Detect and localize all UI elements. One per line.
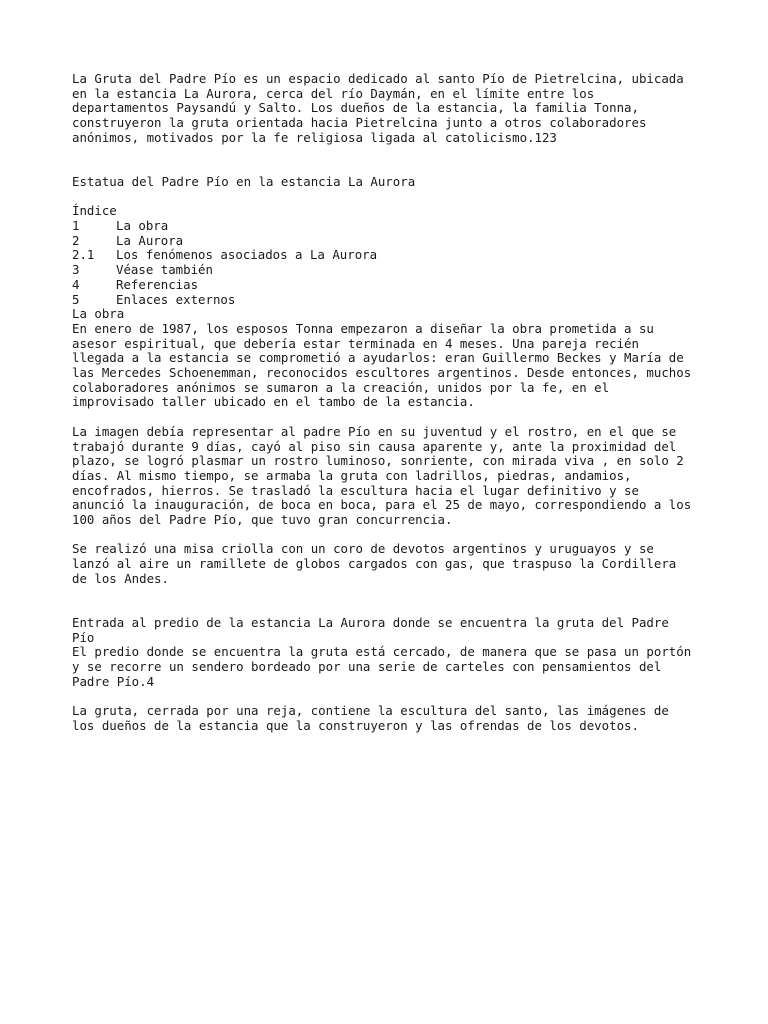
spacer <box>72 689 712 704</box>
document-page <box>72 72 712 734</box>
toc-item-label: Enlaces externos <box>116 291 236 307</box>
toc-item[interactable] <box>72 219 712 234</box>
toc-item-number: 3 <box>72 262 80 278</box>
toc-item[interactable] <box>72 263 712 278</box>
toc-item-label: Los fenómenos asociados a La Aurora <box>116 247 378 263</box>
section-heading-la-obra: La obra <box>72 306 125 322</box>
toc-item-number: 4 <box>72 276 80 292</box>
toc-item-label: La obra <box>116 218 169 233</box>
spacer <box>72 410 712 425</box>
toc-item-label: Véase también <box>116 262 213 278</box>
obra-paragraph-1: En enero de 1987, los esposos Tonna empezaron a diseñar la obra prometida a su asesor espiritual, que debería estar terminada en 4 meses. Una pareja recién llegada a la estancia se comprometió a ayudarlos: eran Guillermo Beckes y María de las Mercedes Schoenemman, reconocidos escultores argentinos. Desde entonces, muchos colaboradores anónimos se sumaron a la creación, unidos por la fe, en el improvisado taller ubicado en el tambo de la estancia. <box>72 320 692 410</box>
obra-paragraph-2: La imagen debía representar al padre Pío en su juventud y el rostro, en el que se trabajó durante 9 días, cayó al piso sin causa aparente y, ante la proximidad del plazo, se logró plasmar un rostro luminoso, sonriente, con mirada viva , en solo 2 días. Al mismo tiempo, se armaba la gruta con ladrillos, piedras, andamios, encofrados, hierros. Se trasladó la escultura hacia el lugar definitivo y se anunció la inauguración, de boca en boca, para el 25 de mayo, correspondiendo a los 100 años del Padre Pío, que tuvo gran concurrencia. <box>72 423 692 528</box>
toc-heading: Índice <box>72 203 117 219</box>
toc-item-number: 2.1 <box>72 247 95 263</box>
toc-item-label: La Aurora <box>116 232 184 248</box>
spacer <box>72 587 712 616</box>
toc-item[interactable] <box>72 248 712 263</box>
spacer <box>72 528 712 543</box>
spacer <box>72 146 712 175</box>
toc-item-label: Referencias <box>116 276 199 292</box>
spacer <box>72 190 712 205</box>
toc-item[interactable] <box>72 293 712 308</box>
toc-item[interactable] <box>72 278 712 293</box>
predio-paragraph-1: El predio donde se encuentra la gruta está cercado, de manera que se pasa un portón y se recorre un sendero bordeado por una serie de carteles con pensamientos del Padre Pío.4 <box>72 644 692 689</box>
toc-item-number: 2 <box>72 232 80 248</box>
table-of-contents <box>72 204 712 307</box>
statue-caption: Estatua del Padre Pío en la estancia La Aurora <box>72 173 416 189</box>
entrance-caption: Entrada al predio de la estancia La Aurora donde se encuentra la gruta del Padre Pío <box>72 614 669 645</box>
predio-paragraph-2: La gruta, cerrada por una reja, contiene la escultura del santo, las imágenes de los dueños de la estancia que la construyeron y las ofrendas de los devotos. <box>72 703 669 733</box>
intro-paragraph: La Gruta del Padre Pío es un espacio dedicado al santo Pío de Pietrelcina, ubicada en la estancia La Aurora, cerca del río Daymán, en el límite entre los departamentos Paysandú y Salto. Los dueños de la estancia, la familia Tonna, construyeron la gruta orientada hacia Pietrelcina junto a otros colaboradores anónimos, motivados por la fe religiosa ligada al catolicismo.123 <box>72 71 684 145</box>
toc-item[interactable] <box>72 234 712 249</box>
toc-item-number: 1 <box>72 218 80 233</box>
obra-paragraph-3: Se realizó una misa criolla con un coro de devotos argentinos y uruguayos y se lanzó al aire un ramillete de globos cargados con gas, que traspuso la Cordillera de los Andes. <box>72 541 677 586</box>
toc-item-number: 5 <box>72 291 80 307</box>
